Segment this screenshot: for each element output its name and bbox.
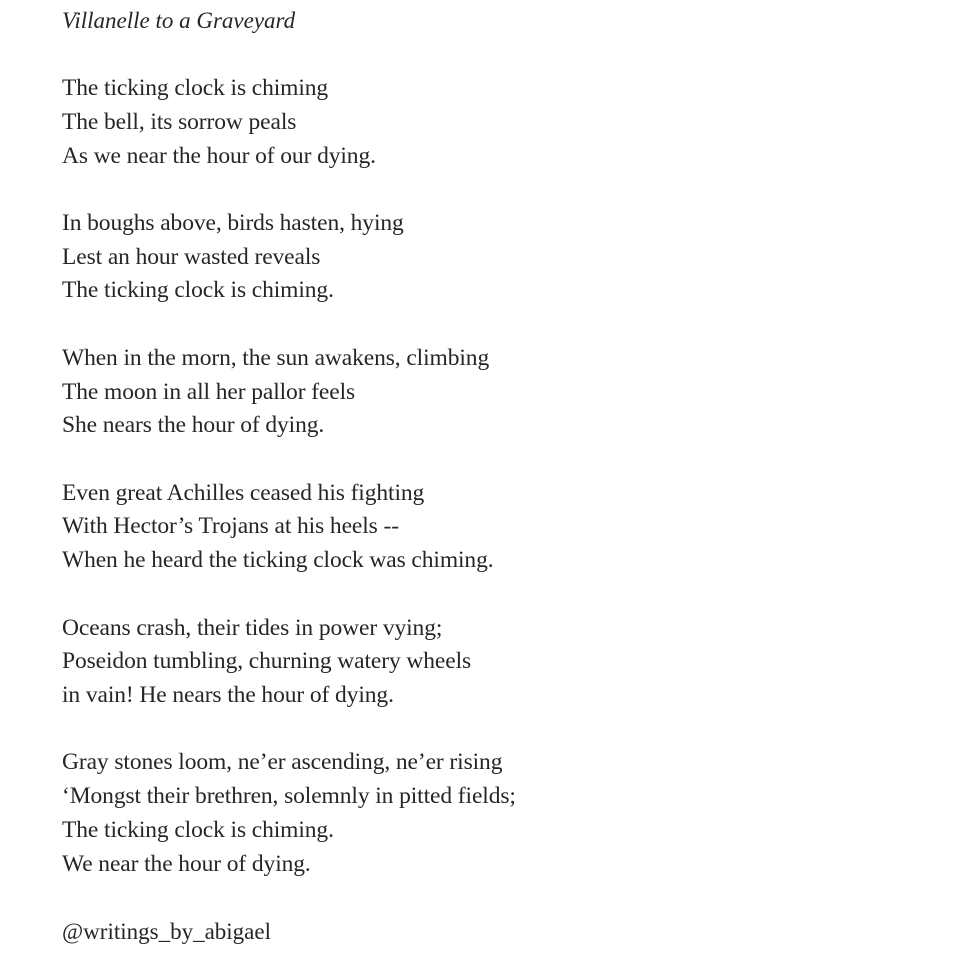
poem-title: Villanelle to a Graveyard	[62, 8, 296, 33]
poem-line: The ticking clock is chiming	[62, 75, 329, 101]
poem-line: The ticking clock is chiming.	[62, 817, 334, 844]
poem-line: Even great Achilles ceased his fighting	[62, 479, 425, 506]
stanza-5	[62, 612, 962, 713]
poem-line: We near the hour of dying.	[62, 850, 311, 877]
poem-line: When he heard the ticking clock was chiming.	[62, 547, 494, 574]
stanza-1	[62, 72, 962, 173]
poem-line: The moon in all her pallor feels	[62, 378, 356, 405]
poem-line: With Hector’s Trojans at his heels --	[62, 513, 399, 540]
poem-line: As we near the hour of our dying.	[62, 142, 376, 169]
poem-line: The ticking clock is chiming.	[62, 277, 334, 304]
poem-line: When in the morn, the sun awakens, climbing	[62, 344, 490, 371]
stanza-3	[62, 342, 962, 443]
poem-line: Gray stones loom, ne’er ascending, ne’er rising	[62, 749, 503, 776]
poem-line: ‘Mongst their brethren, solemnly in pitted fields;	[62, 783, 516, 810]
poem-line: Oceans crash, their tides in power vying;	[62, 614, 443, 641]
stanza-6	[62, 746, 962, 881]
poem-line: Poseidon tumbling, churning watery wheels	[62, 648, 472, 675]
poem-page	[62, 4, 962, 949]
author-handle: @writings_by_abigael	[62, 919, 271, 945]
stanza-2	[62, 207, 962, 308]
poem-line: In boughs above, birds hasten, hying	[62, 209, 404, 236]
poem-line: Lest an hour wasted reveals	[62, 243, 321, 270]
poem-line: The bell, its sorrow peals	[62, 108, 297, 135]
poem-line: She nears the hour of dying.	[62, 412, 325, 439]
poem-line: in vain! He nears the hour of dying.	[62, 682, 394, 709]
stanza-4	[62, 477, 962, 578]
